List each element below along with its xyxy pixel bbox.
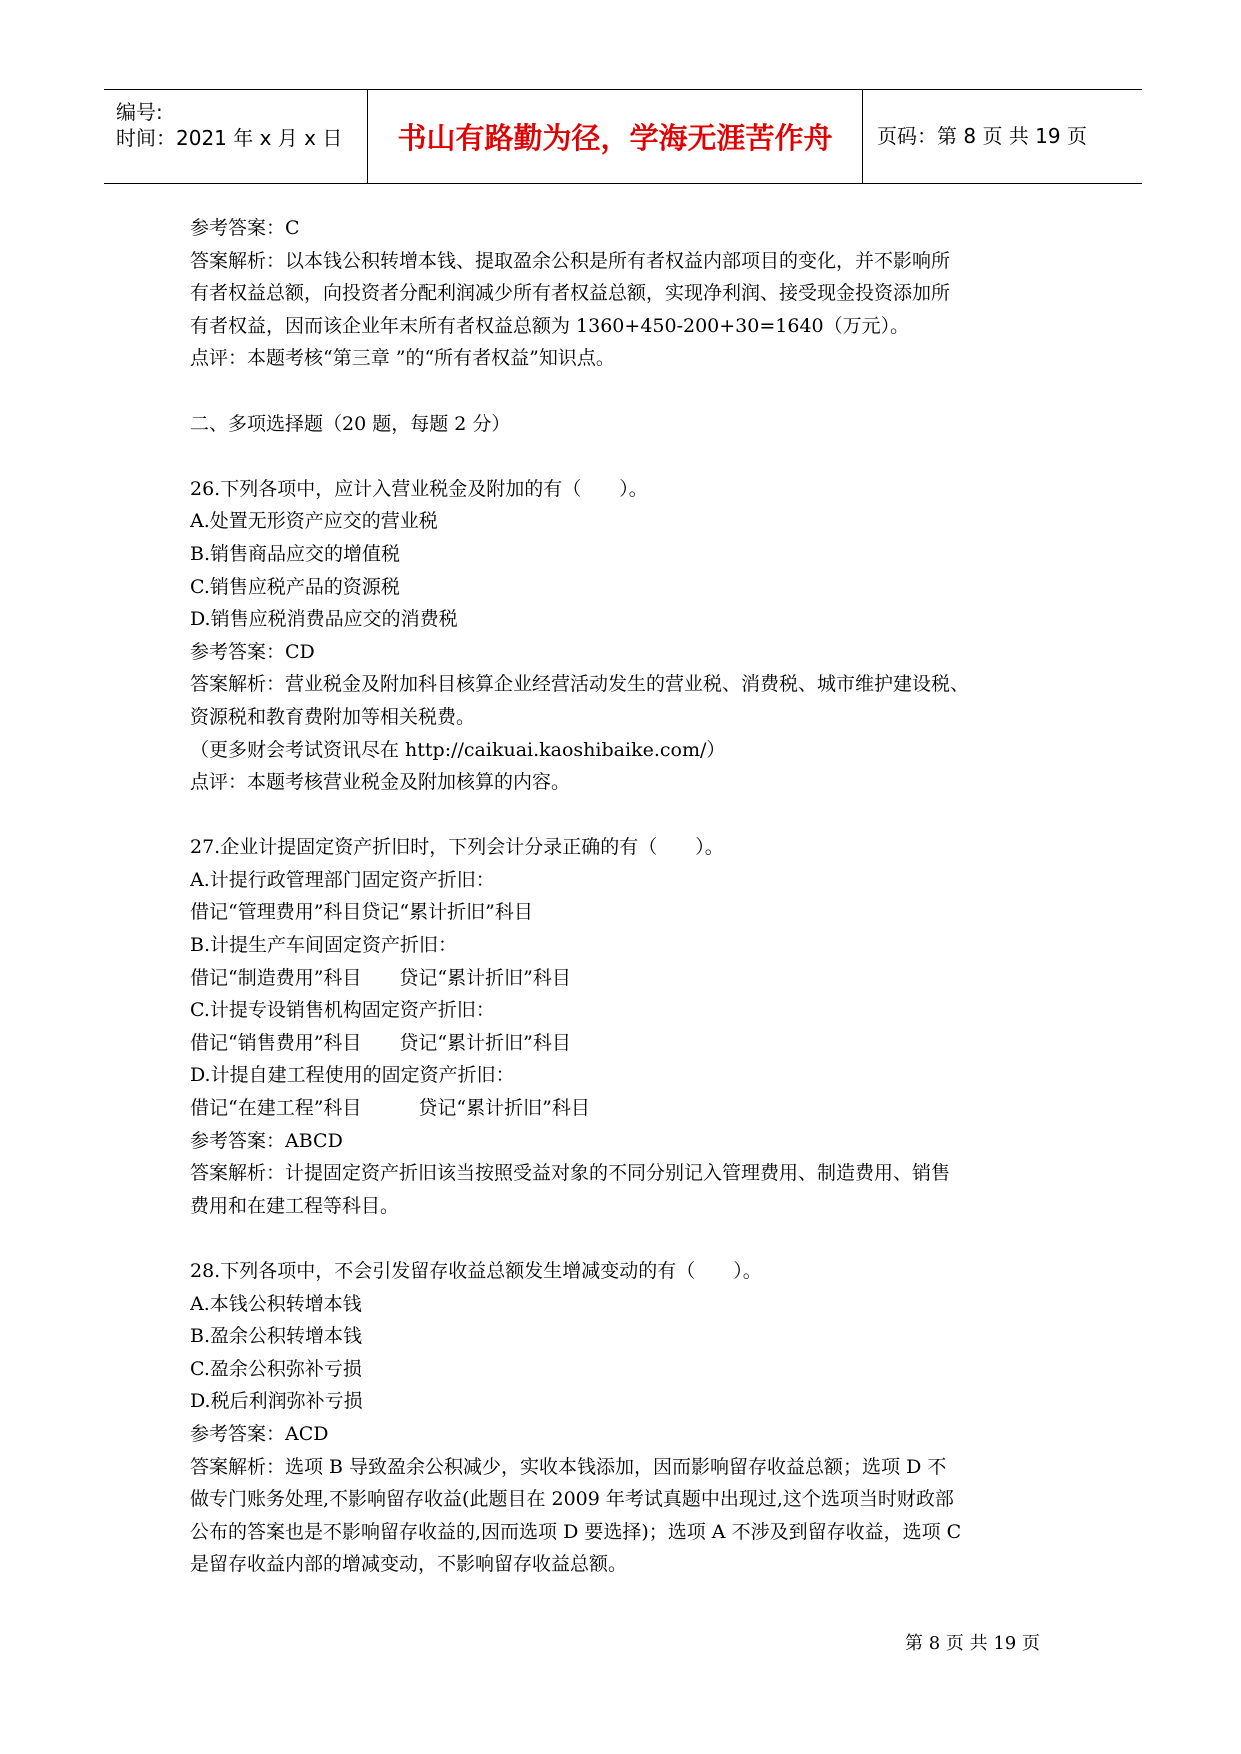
page-footer: 第 8 页 共 19 页	[905, 1633, 1040, 1654]
header-motto: 书山有路勤为径，学海无涯苦作舟	[397, 121, 833, 155]
document-time-label: 时间：2021 年 x 月 x 日	[116, 126, 343, 150]
header-motto-cell	[368, 90, 863, 183]
blank-line	[190, 375, 1070, 408]
text-line: 答案解析：以本钱公积转增本钱、提取盈余公积是所有者权益内部项目的变化，并不影响所	[190, 249, 951, 272]
text-line: 点评：本题考核“第三章 ”的“所有者权益”知识点。	[190, 347, 615, 370]
text-line: 27.企业计提固定资产折旧时，下列会计分录正确的有（ ）。	[190, 836, 724, 859]
text-line: 点评：本题考核营业税金及附加核算的内容。	[190, 771, 571, 794]
header-info-cell	[104, 90, 368, 183]
text-line: B.计提生产车间固定资产折旧：	[190, 934, 458, 957]
text-line: 28.下列各项中，不会引发留存收益总额发生增减变动的有（ ）。	[190, 1260, 762, 1282]
text-line: 借记“销售费用”科目 贷记“累计折旧”科目	[190, 1031, 571, 1054]
text-line: D.计提自建工程使用的固定资产折旧：	[190, 1064, 515, 1087]
text-line: 参考答案：CD	[190, 640, 315, 663]
text-line: 答案解析：营业税金及附加科目核算企业经营活动发生的营业税、消费税、城市维护建设税、	[190, 673, 970, 696]
text-line: 做专门账务处理,不影响留存收益(此题目在 2009 年考试真题中出现过,这个选项当时财政部	[190, 1488, 954, 1511]
header-page-code: 页码：第 8 页 共 19 页	[877, 124, 1087, 148]
text-line: B.销售商品应交的增值税	[190, 542, 401, 565]
text-line: D.销售应税消费品应交的消费税	[190, 608, 458, 631]
text-line: 二、多项选择题（20 题，每题 2 分）	[190, 412, 511, 435]
text-line: 公布的答案也是不影响留存收益的,因而选项 D 要选择)；选项 A 不涉及到留存收益，选项 C	[190, 1520, 962, 1543]
text-line: 借记“在建工程”科目 贷记“累计折旧”科目	[190, 1097, 590, 1120]
text-line: 费用和在建工程等科目。	[190, 1194, 400, 1217]
text-line: A.本钱公积转增本钱	[190, 1292, 362, 1315]
text-line: 26.下列各项中，应计入营业税金及附加的有（ ）。	[190, 477, 648, 500]
header-page-cell	[863, 90, 1142, 183]
blank-line	[190, 1222, 1070, 1255]
text-line: 借记“制造费用”科目 贷记“累计折旧”科目	[190, 966, 571, 989]
document-body	[190, 212, 1070, 1581]
blank-line	[190, 440, 1070, 473]
text-line: 有者权益总额，向投资者分配利润减少所有者权益总额，实现净利润、接受现金投资添加所	[190, 282, 951, 305]
text-line: B.盈余公积转增本钱	[190, 1325, 363, 1348]
text-line: 资源税和教育费附加等相关税费。	[190, 705, 476, 728]
text-line: C.盈余公积弥补亏损	[190, 1357, 362, 1380]
text-line: A.计提行政管理部门固定资产折旧：	[190, 868, 495, 891]
blank-line	[190, 799, 1070, 832]
text-line: 借记“管理费用”科目贷记“累计折旧”科目	[190, 901, 533, 924]
text-line: （更多财会考试资讯尽在 http://caikuai.kaoshibaike.com/）	[190, 738, 726, 761]
text-line: 有者权益，因而该企业年末所有者权益总额为 1360+450-200+30=1640（万元）。	[190, 314, 910, 337]
text-line: C.销售应税产品的资源税	[190, 575, 400, 598]
document-number-label: 编号:	[116, 100, 163, 124]
page-header	[104, 89, 1142, 184]
text-line: D.税后利润弥补亏损	[190, 1390, 363, 1413]
text-line: 参考答案：C	[190, 217, 300, 239]
text-line: 答案解析：计提固定资产折旧该当按照受益对象的不同分别记入管理费用、制造费用、销售	[190, 1162, 951, 1185]
text-line: C.计提专设销售机构固定资产折旧：	[190, 999, 495, 1022]
text-line: A.处置无形资产应交的营业税	[190, 510, 438, 533]
text-line: 参考答案：ABCD	[190, 1129, 343, 1152]
text-line: 答案解析：选项 B 导致盈余公积减少，实收本钱添加，因而影响留存收益总额；选项 D 不	[190, 1455, 947, 1478]
text-line: 是留存收益内部的增减变动，不影响留存收益总额。	[190, 1553, 628, 1576]
text-line: 参考答案：ACD	[190, 1422, 329, 1445]
